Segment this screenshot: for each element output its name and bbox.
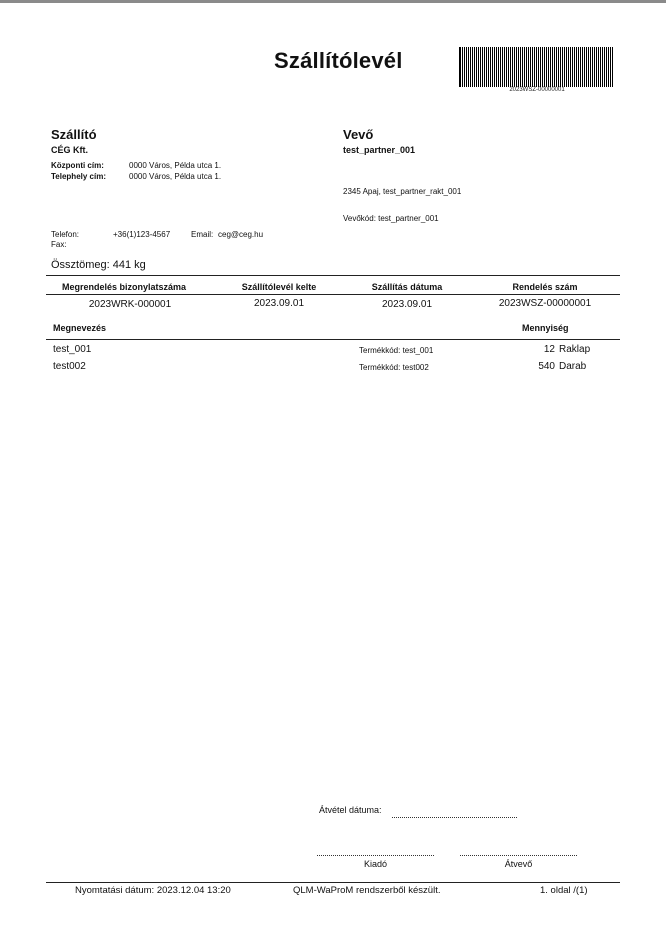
receiver-label: Átvevő	[504, 859, 533, 869]
supplier-email-label: Email:	[191, 230, 214, 239]
order-value-issue-date: 2023.09.01	[253, 298, 305, 309]
supplier-site-value: 0000 Város, Példa utca 1.	[129, 172, 222, 181]
footer-page-number: 1. oldal /(1)	[540, 885, 588, 896]
footer-print-date: Nyomtatási dátum: 2023.12.04 13:20	[75, 885, 231, 896]
buyer-name: test_partner_001	[343, 145, 416, 155]
footer-divider	[46, 882, 620, 883]
barcode-icon	[458, 47, 616, 87]
order-header-order-number: Rendelés szám	[512, 282, 578, 292]
order-table-top-border	[46, 275, 620, 276]
items-table-header-divider	[46, 339, 620, 340]
item-name: test_001	[53, 344, 92, 355]
item-quantity: 12	[543, 344, 555, 355]
item-name: test002	[53, 361, 86, 372]
order-header-issue-date: Szállítólevél kelte	[241, 282, 317, 292]
supplier-phone-label: Telefon:	[51, 230, 80, 239]
item-code: Termékkód: test_001	[359, 346, 434, 355]
supplier-email-value: ceg@ceg.hu	[218, 230, 264, 239]
receipt-date-label: Átvétel dátuma:	[319, 805, 382, 815]
supplier-heading: Szállító	[51, 127, 97, 142]
supplier-hq-value: 0000 Város, Példa utca 1.	[129, 161, 222, 170]
receipt-date-line	[392, 817, 517, 818]
supplier-site-label: Telephely cím:	[51, 172, 106, 181]
item-unit: Darab	[559, 361, 587, 372]
receiver-signature-line	[460, 855, 577, 856]
item-quantity: 540	[538, 361, 555, 372]
issuer-signature-line	[317, 855, 434, 856]
item-code: Termékkód: test002	[359, 363, 429, 372]
supplier-phone-value: +36(1)123-4567	[113, 230, 171, 239]
order-table-header-divider	[46, 294, 620, 295]
issuer-label: Kiadó	[363, 859, 388, 869]
order-value-order-number: 2023WSZ-00000001	[498, 298, 592, 309]
footer-system-note: QLM-WaProM rendszerből készült.	[293, 885, 441, 896]
buyer-address: 2345 Apaj, test_partner_rakt_001	[343, 187, 462, 196]
supplier-name: CÉG Kft.	[51, 145, 88, 155]
document-title: Szállítólevél	[274, 48, 403, 73]
barcode-text: 2023WSZ-00000001	[509, 87, 565, 93]
order-value-delivery-date: 2023.09.01	[381, 299, 433, 310]
items-header-quantity: Mennyiség	[522, 323, 569, 333]
order-header-delivery-date: Szállítás dátuma	[371, 282, 443, 292]
buyer-heading: Vevő	[343, 127, 374, 142]
page-top-border	[0, 0, 666, 3]
total-weight: Össztömeg: 441 kg	[51, 259, 146, 271]
items-header-name: Megnevezés	[53, 323, 107, 333]
supplier-hq-label: Központi cím:	[51, 161, 104, 170]
order-value-doc-number: 2023WRK-000001	[88, 299, 172, 310]
supplier-fax-label: Fax:	[51, 240, 67, 249]
item-unit: Raklap	[559, 344, 591, 355]
buyer-code: Vevőkód: test_partner_001	[343, 214, 439, 223]
order-header-doc-number: Megrendelés bizonylatszáma	[61, 282, 187, 292]
